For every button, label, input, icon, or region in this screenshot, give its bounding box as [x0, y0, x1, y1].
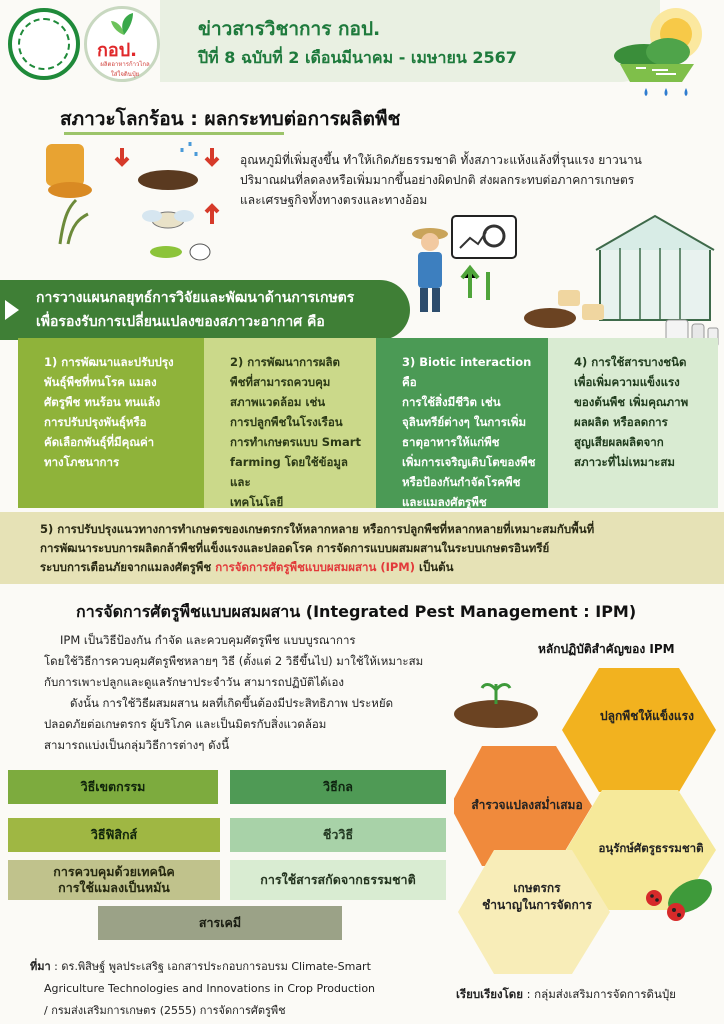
method-biological: ชีววิธี — [230, 818, 446, 852]
section1-paragraph — [240, 150, 705, 210]
item-line: พืชที่สามารถควบคุม — [230, 375, 331, 389]
issue-info: ปีที่ 8 ฉบับที่ 2 เดือนมีนาคม - เมษายน 2567 — [198, 48, 517, 67]
section1-line: ปริมาณฝนที่ลดลงหรือเพิ่มมากขึ้นอย่างผิดปกติ ส่งผลกระทบต่อภาคการเกษตร — [240, 173, 635, 187]
method-sterile-insect — [8, 860, 220, 900]
sun-cloud-field-icon — [596, 4, 716, 104]
item-line: สูญเสียผลผลิตจาก — [574, 435, 664, 449]
item-line: 3) Biotic interaction คือ — [402, 355, 532, 389]
principle-strong-plants: ปลูกพืชให้แข็งแรง — [600, 709, 694, 723]
source-line: / กรมส่งเสริมการเกษตร (2555) การจัดการศัตรูพืช — [44, 1004, 286, 1017]
newsletter-title: ข่าวสารวิชาการ กอป. — [198, 18, 381, 40]
source-label: ที่มา — [30, 960, 51, 973]
crop-impact-illustration — [40, 134, 240, 264]
principle-line: เกษตรกร — [513, 881, 561, 895]
item-line: การใช้สิ่งมีชีวิต เช่น — [402, 395, 501, 409]
ipm-line: ปลอดภัยต่อเกษตรกร ผู้บริโภค และเป็นมิตรกับสิ่งแวดล้อม — [44, 717, 327, 731]
item-text: ระบบการเตือนภัยจากแมลงศัตรูพืช — [40, 560, 216, 574]
ipm-line: สามารถแบ่งเป็นกลุ่มวิธีการต่างๆ ดังนี้ — [44, 738, 230, 752]
strategy-item-3 — [376, 338, 548, 508]
principle-field-survey: สำรวจแปลงสม่ำเสมอ — [471, 798, 583, 812]
ministry-seal-logo — [8, 8, 80, 80]
division-logo — [84, 6, 160, 82]
item-line: พันธุ์พืชที่ทนโรค แมลง — [44, 375, 157, 389]
item-line: ศัตรูพืช ทนร้อน ทนแล้ง — [44, 395, 161, 409]
source-line: Agriculture Technologies and Innovations in Crop Production — [44, 982, 376, 995]
item-line: และแมลงศัตรูพืช — [402, 495, 487, 509]
ipm-highlight: การจัดการศัตรูพืชแบบผสมผสาน (IPM) — [215, 560, 416, 574]
source-line — [30, 956, 460, 978]
item-line: การพัฒนาระบบการผลิตกล้าพืชที่แข็งแรงและปลอดโรค การจัดการแบบผสมผสานในระบบเกษตรอินทรีย์ — [40, 541, 550, 555]
strategy-item-4 — [548, 338, 718, 508]
logo-text: กอป. — [97, 40, 137, 61]
method-chemical: สารเคมี — [98, 906, 342, 940]
method-line: การควบคุมด้วยเทคนิค — [53, 864, 175, 879]
item-line: สภาวะที่ไม่เหมาะสม — [574, 455, 675, 469]
arranged-value: : กลุ่มส่งเสริมการจัดการดินปุ๋ย — [523, 987, 676, 1001]
strategy-banner — [0, 280, 410, 340]
item-line: เพื่อเพิ่มความแข็งแรง — [574, 375, 680, 389]
item-line: 1) การพัฒนาและปรับปรุง — [44, 355, 174, 369]
hexagon-strong-plants — [562, 668, 716, 792]
ipm-line: โดยใช้วิธีการควบคุมศัตรูพืชหลายๆ วิธี (ตั้งแต่ 2 วิธีขึ้นไป) มาใช้ให้เหมาะสม — [44, 654, 424, 668]
source-text: : ดร.พิสิษฐ์ พูลประเสริฐ เอกสารประกอบการอบรม Climate-Smart — [50, 960, 371, 973]
item-line — [40, 558, 714, 577]
arranged-label: เรียบเรียงโดย — [456, 987, 523, 1001]
item-line: การทำเกษตรแบบ Smart — [230, 435, 361, 449]
item-line: เทคโนโลยี — [230, 495, 284, 509]
item-text: เป็นต้น — [415, 560, 454, 574]
method-cultural: วิธีเขตกรรม — [8, 770, 218, 804]
item-line: คัดเลือกพันธุ์ที่มีคุณค่า — [44, 435, 155, 449]
method-physical: วิธีฟิสิกส์ — [8, 818, 220, 852]
item-line: ผลผลิต หรือลดการ — [574, 415, 668, 429]
section-title-global-warming: สภาวะโลกร้อน : ผลกระทบต่อการผลิตพืช — [60, 108, 401, 130]
principle-line: ชำนาญในการจัดการ — [482, 898, 592, 912]
item-line: ทางโภชนาการ — [44, 455, 120, 469]
strategy-item-5 — [0, 512, 724, 584]
strategy-line: เพื่อรองรับการเปลี่ยนแปลงของสภาวะอากาศ คือ — [36, 314, 325, 330]
method-natural-extract: การใช้สารสกัดจากธรรมชาติ — [230, 860, 446, 900]
item-line: ธาตุอาหารให้แก่พืช — [402, 435, 500, 449]
method-mechanical: วิธีกล — [230, 770, 446, 804]
arrow-icon — [5, 300, 19, 320]
logo-tagline: ผลิตอาหารก้าวไกล ใส่ใจดินปุ๋ย — [100, 61, 150, 78]
arranged-by — [456, 986, 676, 1004]
strategy-item-1 — [18, 338, 204, 508]
item-line: สภาพแวดล้อม เช่น — [230, 395, 326, 409]
item-line: การปรับปรุงพันธุ์หรือ — [44, 415, 147, 429]
ipm-paragraph — [44, 630, 464, 756]
item-line: 5) การปรับปรุงแนวทางการทำเกษตรของเกษตรกรให้หลากหลาย หรือการปลูกพืชที่หลากหลายที่เหมาะสมกับพื้นที่ — [40, 522, 595, 536]
ipm-principles-title: หลักปฏิบัติสำคัญของ IPM — [538, 642, 675, 656]
ipm-line: IPM เป็นวิธีป้องกัน กำจัด และควบคุมศัตรูพืช แบบบูรณาการ — [60, 633, 356, 647]
item-line: เพิ่มการเจริญเติบโตของพืช — [402, 455, 536, 469]
strategy-item-2 — [204, 338, 376, 508]
section1-line: อุณหภูมิที่เพิ่มสูงขึ้น ทำให้เกิดภัยธรรมชาติ ทั้งสภาวะแห้งแล้งที่รุนแรง ยาวนาน — [240, 153, 642, 167]
ipm-section-title: การจัดการศัตรูพืชแบบผสมผสาน (Integrated Pest Management : IPM) — [76, 602, 637, 621]
strategy-line: การวางแผนกลยุทธ์การวิจัยและพัฒนาด้านการเกษตร — [36, 290, 355, 306]
ipm-line: ดังนั้น การใช้วิธีผสมผสาน ผลที่เกิดขึ้นต้องมีประสิทธิภาพ ประหยัด — [70, 696, 394, 710]
item-line: 2) การพัฒนาการผลิต — [230, 355, 340, 369]
source-citation — [30, 956, 460, 1022]
item-line: ของต้นพืช เพิ่มคุณภาพ — [574, 395, 689, 409]
section1-line: และเศรษฐกิจทั้งทางตรงและทางอ้อม — [240, 193, 428, 207]
principle-natural-enemies: อนุรักษ์ศัตรูธรรมชาติ — [598, 841, 704, 855]
item-line: farming โดยใช้ข้อมูลและ — [230, 455, 348, 489]
item-line: หรือป้องกันกำจัดโรคพืช — [402, 475, 521, 489]
principle-skilled-farmer — [462, 880, 612, 914]
ipm-line: กับการเพาะปลูกและดูแลรักษาประจำวัน สามารถปฏิบัติได้เอง — [44, 675, 345, 689]
item-line: จุลินทรีย์ต่างๆ ในการเพิ่ม — [402, 415, 527, 429]
item-line: 4) การใช้สารบางชนิด — [574, 355, 687, 369]
item-line: การปลูกพืชในโรงเรือน — [230, 415, 343, 429]
method-line: การใช้แมลงเป็นหมัน — [58, 880, 170, 895]
